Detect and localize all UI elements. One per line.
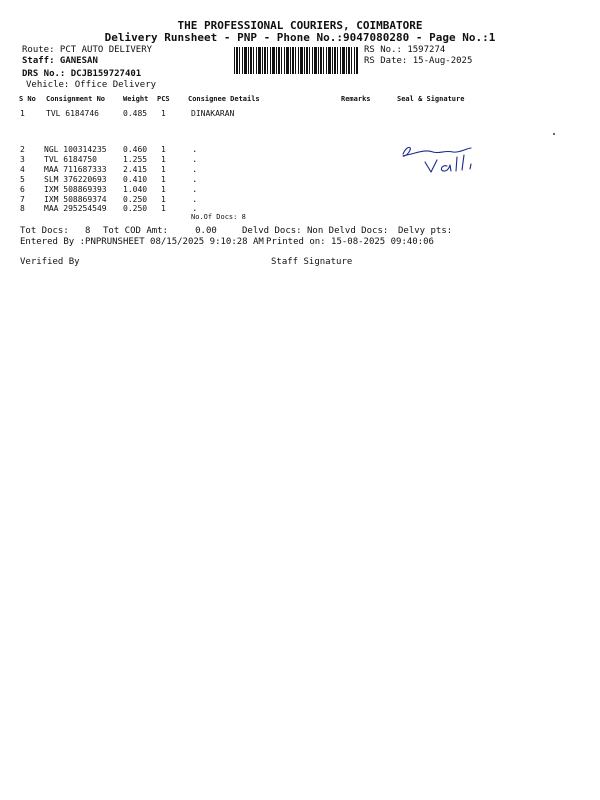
header-sno: S No	[19, 95, 36, 103]
row-6-pcs: 1	[161, 185, 166, 194]
row-7-sno: 7	[20, 195, 25, 204]
row-6-sno: 6	[20, 185, 25, 194]
row-3-consignee: .	[192, 155, 198, 165]
rs-date: RS Date: 15-Aug-2025	[364, 56, 473, 66]
header-remarks: Remarks	[341, 95, 371, 103]
row-4-sno: 4	[20, 165, 25, 174]
row-4-consignee: .	[192, 165, 198, 175]
header-consignee: Consignee Details	[188, 95, 260, 103]
delvy-pts: Delvy pts:	[398, 226, 453, 236]
rs-number: RS No.: 1597274	[364, 45, 446, 55]
row-3-sno: 3	[20, 155, 25, 164]
staff-label: Staff: GANESAN	[22, 56, 98, 66]
row-8-consignee: .	[192, 204, 198, 214]
row-2-pcs: 1	[161, 145, 166, 154]
header-pcs: PCS	[157, 95, 170, 103]
row-7-weight: 0.250	[123, 195, 148, 204]
row-7-consignee: .	[192, 195, 198, 205]
non-delvd-docs: Non Delvd Docs:	[307, 226, 389, 236]
row-3-pcs: 1	[161, 155, 166, 164]
barcode-image	[234, 47, 358, 74]
tot-cod-amt: Tot COD Amt: 0.00	[103, 226, 217, 236]
tot-docs: Tot Docs: 8	[20, 226, 91, 236]
row-3-consignment: TVL 6184750	[44, 155, 97, 164]
row-7-pcs: 1	[161, 195, 166, 204]
drs-number: DRS No.: DCJB159727401	[22, 69, 142, 79]
printed-on: Printed on: 15-08-2025 09:40:06	[266, 237, 434, 247]
header-weight: Weight	[123, 95, 149, 103]
row-1-consignee: DINAKARAN	[191, 109, 235, 118]
delvd-docs: Delvd Docs:	[242, 226, 302, 236]
row-4-pcs: 1	[161, 165, 166, 174]
row-6-consignee: .	[192, 185, 198, 195]
company-title: THE PROFESSIONAL COURIERS, COIMBATORE	[177, 19, 423, 32]
row-6-consignment: IXM 508869393	[44, 185, 107, 194]
signature-text: Valli	[395, 184, 399, 185]
verified-by: Verified By	[20, 257, 80, 267]
entered-by: Entered By :PNPRUNSHEET 08/15/2025 9:10:28 AM	[20, 237, 264, 247]
row-5-sno: 5	[20, 175, 25, 184]
row-8-weight: 0.250	[123, 204, 148, 213]
row-1-consignment: TVL 6184746	[46, 109, 99, 118]
stray-mark	[553, 133, 555, 135]
row-5-consignment: SLM 376220693	[44, 175, 107, 184]
row-7-consignment: IXM 508869374	[44, 195, 107, 204]
row-3-weight: 1.255	[123, 155, 148, 164]
row-2-consignee: .	[192, 145, 198, 155]
row-8-consignment: MAA 295254549	[44, 204, 107, 213]
row-2-sno: 2	[20, 145, 25, 154]
runsheet-subtitle: Delivery Runsheet - PNP - Phone No.:9047080280 - Page No.:1	[104, 31, 496, 44]
row-4-consignment: MAA 711687333	[44, 165, 107, 174]
row-5-pcs: 1	[161, 175, 166, 184]
vehicle-label: Vehicle: Office Delivery	[26, 80, 157, 90]
row-6-weight: 1.040	[123, 185, 148, 194]
row-2-consignment: NGL 100314235	[44, 145, 107, 154]
row-8-sno: 8	[20, 204, 25, 213]
header-seal-signature: Seal & Signature	[397, 95, 465, 103]
no-of-docs: No.Of Docs: 8	[191, 213, 246, 221]
row-5-weight: 0.410	[123, 175, 148, 184]
staff-signature-label: Staff Signature	[271, 257, 353, 267]
row-1-sno: 1	[20, 109, 25, 118]
row-8-pcs: 1	[161, 204, 166, 213]
handwritten-signature	[395, 140, 505, 185]
row-1-weight: 0.485	[123, 109, 148, 118]
row-1-pcs: 1	[161, 109, 166, 118]
route-label: Route: PCT AUTO DELIVERY	[22, 45, 153, 55]
header-consignment: Consignment No	[46, 95, 106, 103]
row-5-consignee: .	[192, 175, 198, 185]
row-2-weight: 0.460	[123, 145, 148, 154]
row-4-weight: 2.415	[123, 165, 148, 174]
